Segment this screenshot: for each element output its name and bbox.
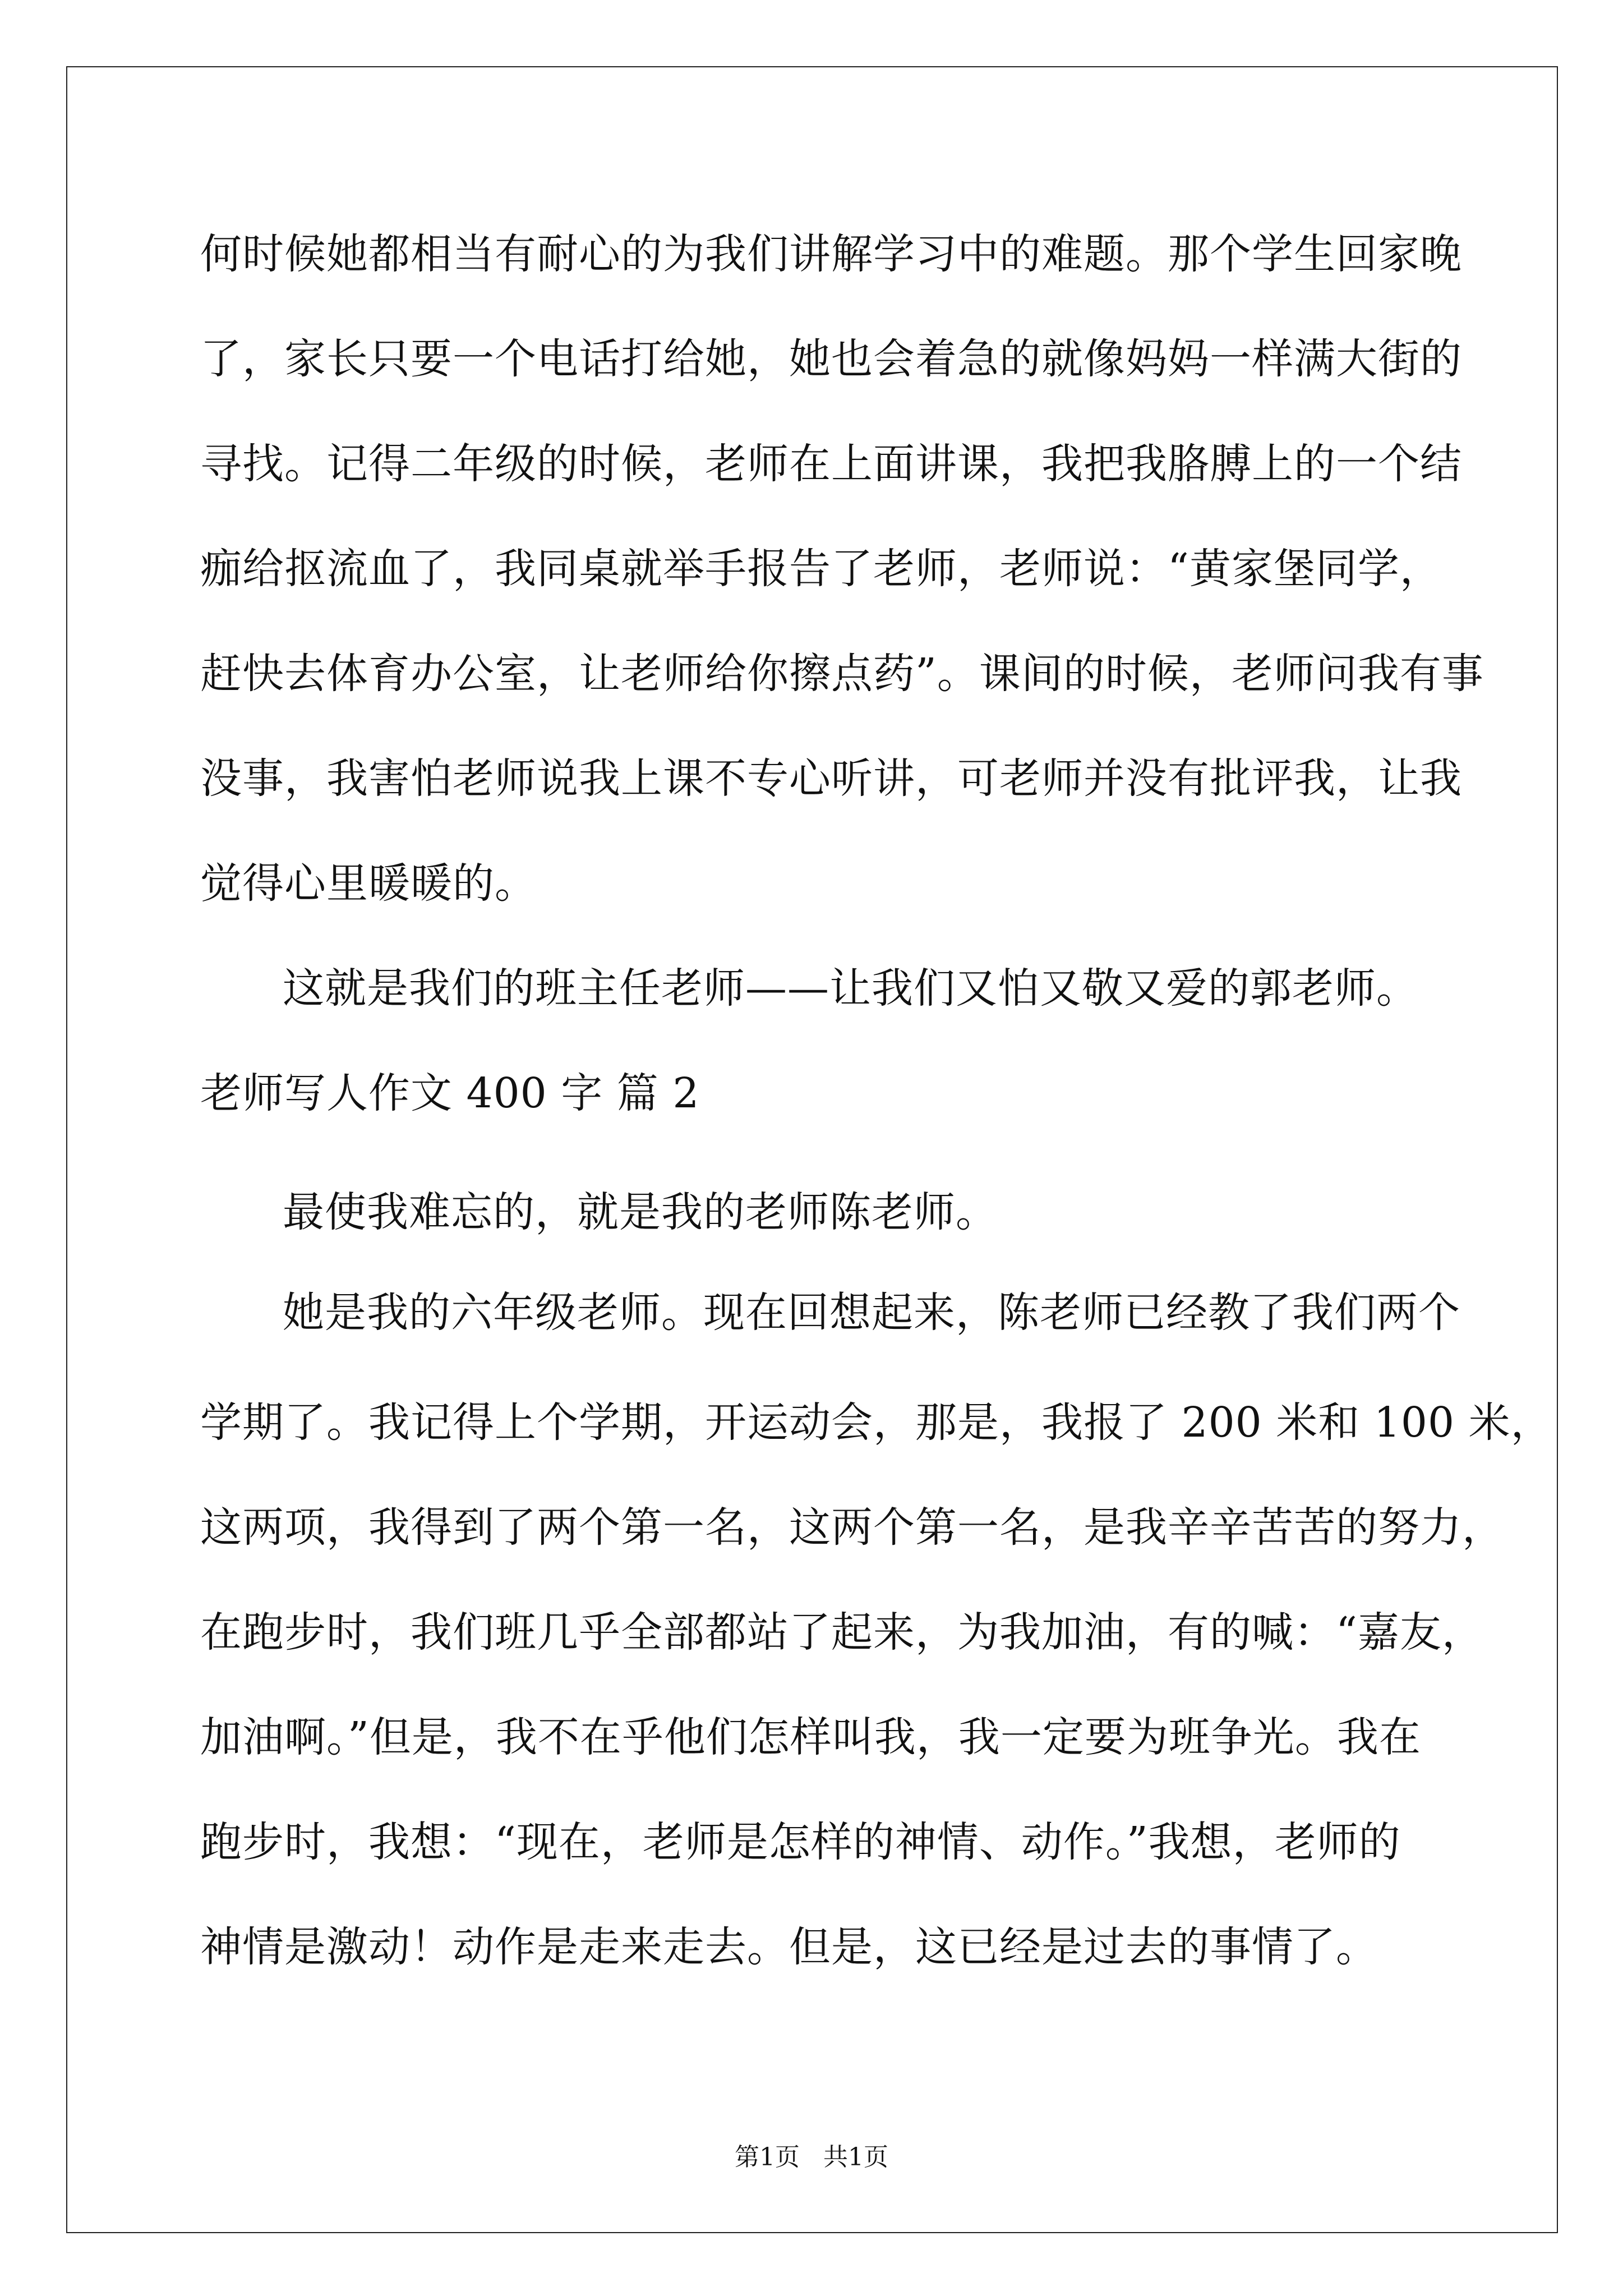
section-heading: 老师写人作文 400 字 篇 2 xyxy=(200,1069,700,1117)
body-text-line: 学期了。我记得上个学期，开运动会，那是，我报了 200 米和 100 米， xyxy=(200,1398,1553,1447)
body-text-line: 跑步时，我想：“现在，老师是怎样的神情、动作。”我想，老师的 xyxy=(200,1818,1401,1866)
body-text-line: 寻找。记得二年级的时候，老师在上面讲课，我把我胳膊上的一个结 xyxy=(200,440,1462,488)
body-text-line: 何时候她都相当有耐心的为我们讲解学习中的难题。那个学生回家晚 xyxy=(200,230,1462,278)
body-text-line: 这就是我们的班主任老师——让我们又怕又敬又爱的郭老师。 xyxy=(283,964,1418,1013)
body-text-line: 神情是激动！动作是走来走去。但是，这已经是过去的事情了。 xyxy=(200,1923,1378,1971)
body-text-line: 了，家长只要一个电话打给她，她也会着急的就像妈妈一样满大街的 xyxy=(200,335,1462,383)
body-text-line: 加油啊。”但是，我不在乎他们怎样叫我，我一定要为班争光。我在 xyxy=(200,1713,1421,1761)
page-footer: 第1页 共1页 xyxy=(735,2143,888,2171)
body-text-line: 赶快去体育办公室，让老师给你擦点药”。课间的时候，老师问我有事 xyxy=(200,650,1484,698)
body-text-line: 在跑步时，我们班几乎全部都站了起来，为我加油，有的喊：“嘉友， xyxy=(200,1608,1484,1657)
body-text-line: 痂给抠流血了，我同桌就举手报告了老师，老师说：“黄家堡同学， xyxy=(200,545,1442,593)
body-text-line: 她是我的六年级老师。现在回想起来，陈老师已经教了我们两个 xyxy=(283,1289,1460,1337)
body-text-line: 没事，我害怕老师说我上课不专心听讲，可老师并没有批评我，让我 xyxy=(200,754,1462,803)
body-text-line: 最使我难忘的，就是我的老师陈老师。 xyxy=(283,1188,998,1236)
body-text-line: 觉得心里暖暖的。 xyxy=(200,859,537,908)
body-text-line: 这两项，我得到了两个第一名，这两个第一名，是我辛辛苦苦的努力， xyxy=(200,1503,1504,1552)
page-frame xyxy=(66,66,1558,2233)
